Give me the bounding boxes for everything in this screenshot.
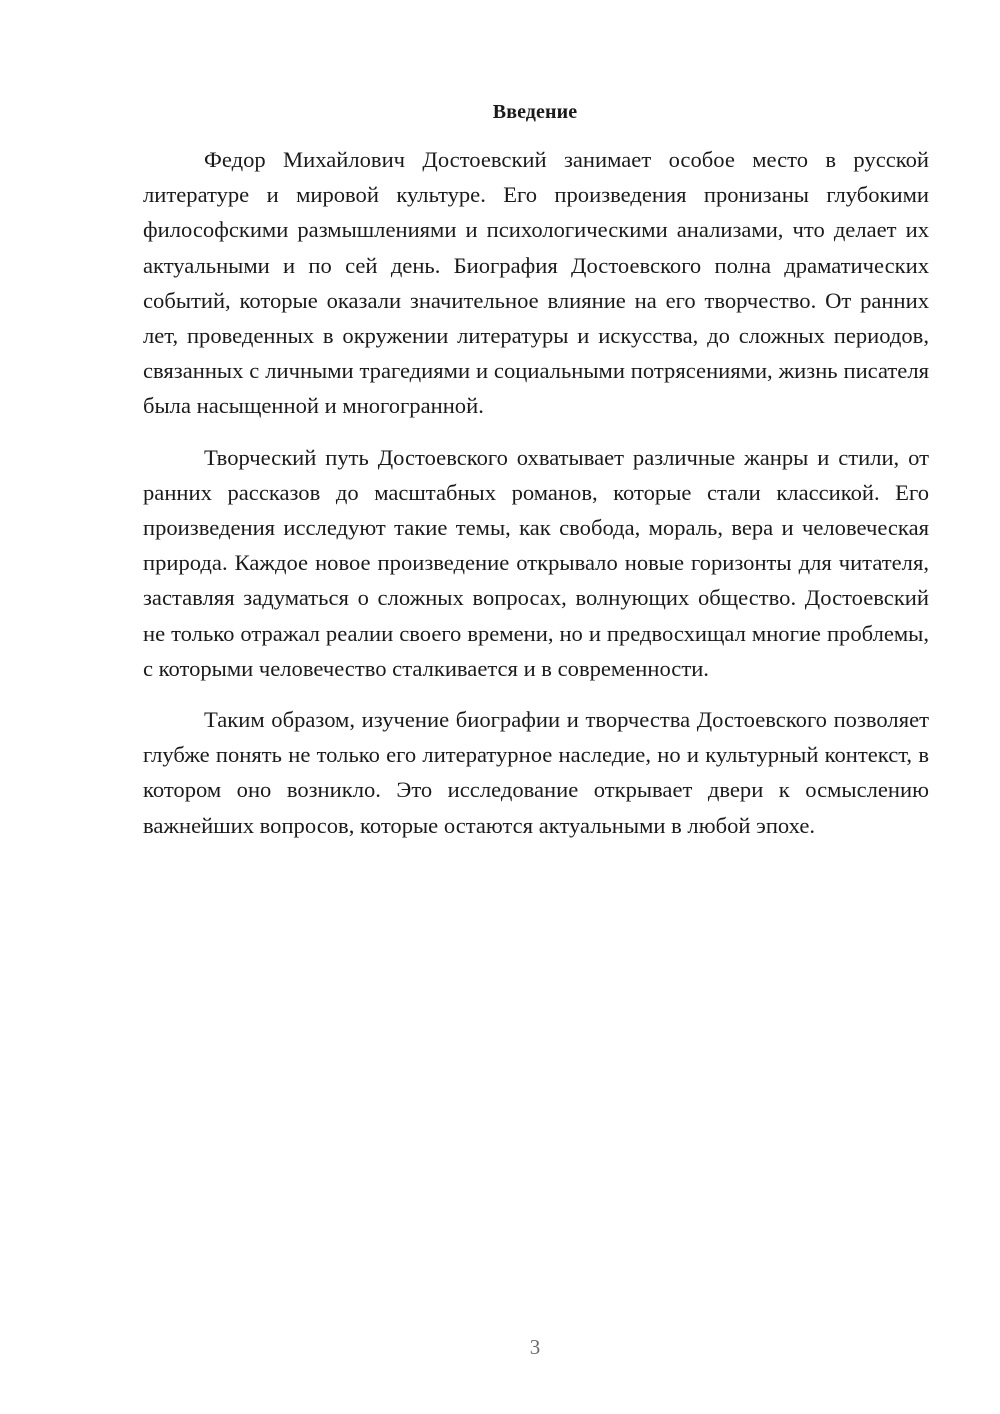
section-heading: Введение [492, 101, 578, 123]
paragraph-2: Творческий путь Достоевского охватывает различные жанры и стили, от ранних рассказов до масштабных романов, которые стали классикой. Его произведения исследуют такие темы, как свобода, мораль, вера и человеческая природа. Каждое новое произведение открывало новые горизонты для читателя, заставляя задуматься о сложных вопросах, волнующих общество. Достоевский не только отражал реалии своего времени, но и предвосхищал многие проблемы, с которыми человечество сталкивается и в современности. [143, 444, 929, 681]
paragraph-1: Федор Михайлович Достоевский занимает особое место в русской литературе и мировой культуре. Его произведения пронизаны глубокими философскими размышлениями и психологическими анализами, что делает их актуальными и по сей день. Биография Достоевского полна драматических событий, которые оказали значительное влияние на его творчество. От ранних лет, проведенных в окружении литературы и искусства, до сложных периодов, связанных с личными трагедиями и социальными потрясениями, жизнь писателя была насыщенной и многогранной. [143, 147, 929, 419]
page-number: 3 [529, 1335, 541, 1359]
body-text [143, 142, 929, 843]
paragraph-3: Таким образом, изучение биографии и творчества Достоевского позволяет глубже понять не только его литературное наследие, но и культурный контекст, в котором оно возникло. Это исследование открывает двери к осмыслению важнейших вопросов, которые остаются актуальными в любой эпохе. [143, 707, 929, 838]
